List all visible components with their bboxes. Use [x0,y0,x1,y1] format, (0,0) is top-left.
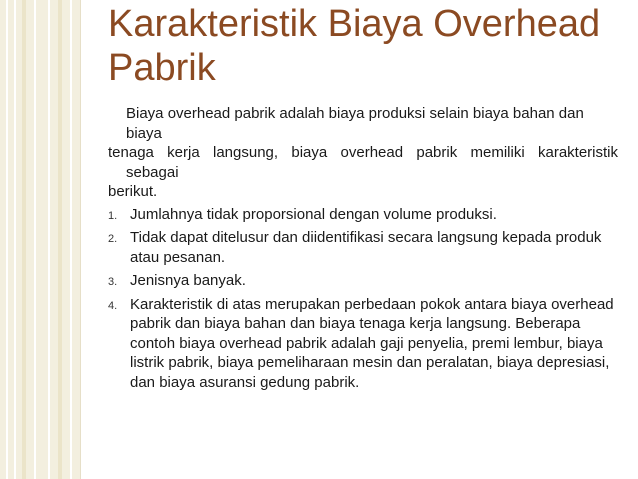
list-item-number: 4. [108,299,118,312]
slide-title: Karakteristik Biaya Overhead Pabrik [108,3,601,89]
list-item-text: Jumlahnya tidak proporsional dengan volume produksi. [130,205,497,223]
list-item-number: 1. [108,209,118,222]
list-item-text: Tidak dapat ditelusur dan diidentifikasi secara langsung kepada produk atau pesanan. [130,229,602,266]
list-item-number: 3. [108,276,118,288]
list-item-text: Jenisnya banyak. [130,272,246,289]
intro-line-4: sebagai [126,163,179,181]
band-stripe [14,0,16,479]
band-stripe [34,0,36,479]
characteristics-list [108,205,618,393]
band-stripe [6,0,8,479]
list-item [108,271,618,291]
band-accent [58,0,62,479]
band-stripe [48,0,50,479]
band-edge [80,0,81,479]
slide-body [108,104,618,396]
intro-line-2: biaya [126,124,162,142]
intro-line-5: berikut. [108,183,158,200]
intro-line-3: tenaga kerja langsung, biaya overhead pabrik memiliki karakteristik [108,144,618,161]
list-item-text: Karakteristik di atas merupakan perbedaan pokok antara biaya overhead pabrik dan biaya bahan dan biaya tenaga kerja langsung. Beberapa contoh biaya overhead pabrik adalah gaji penyelia, premi lembur, biaya listrik pabrik, biaya pemeliharaan mesin dan peralatan, biaya depresiasi, dan biaya asuransi gedung pabrik. [130,295,614,391]
decorative-side-band [0,0,80,479]
intro-line-1: Biaya overhead pabrik adalah biaya produksi selain biaya bahan dan [126,105,584,122]
band-stripe [70,0,72,479]
list-item-number: 2. [108,233,118,245]
band-accent [22,0,26,479]
list-item [108,295,618,393]
list-item [108,228,618,267]
list-item [108,205,618,225]
